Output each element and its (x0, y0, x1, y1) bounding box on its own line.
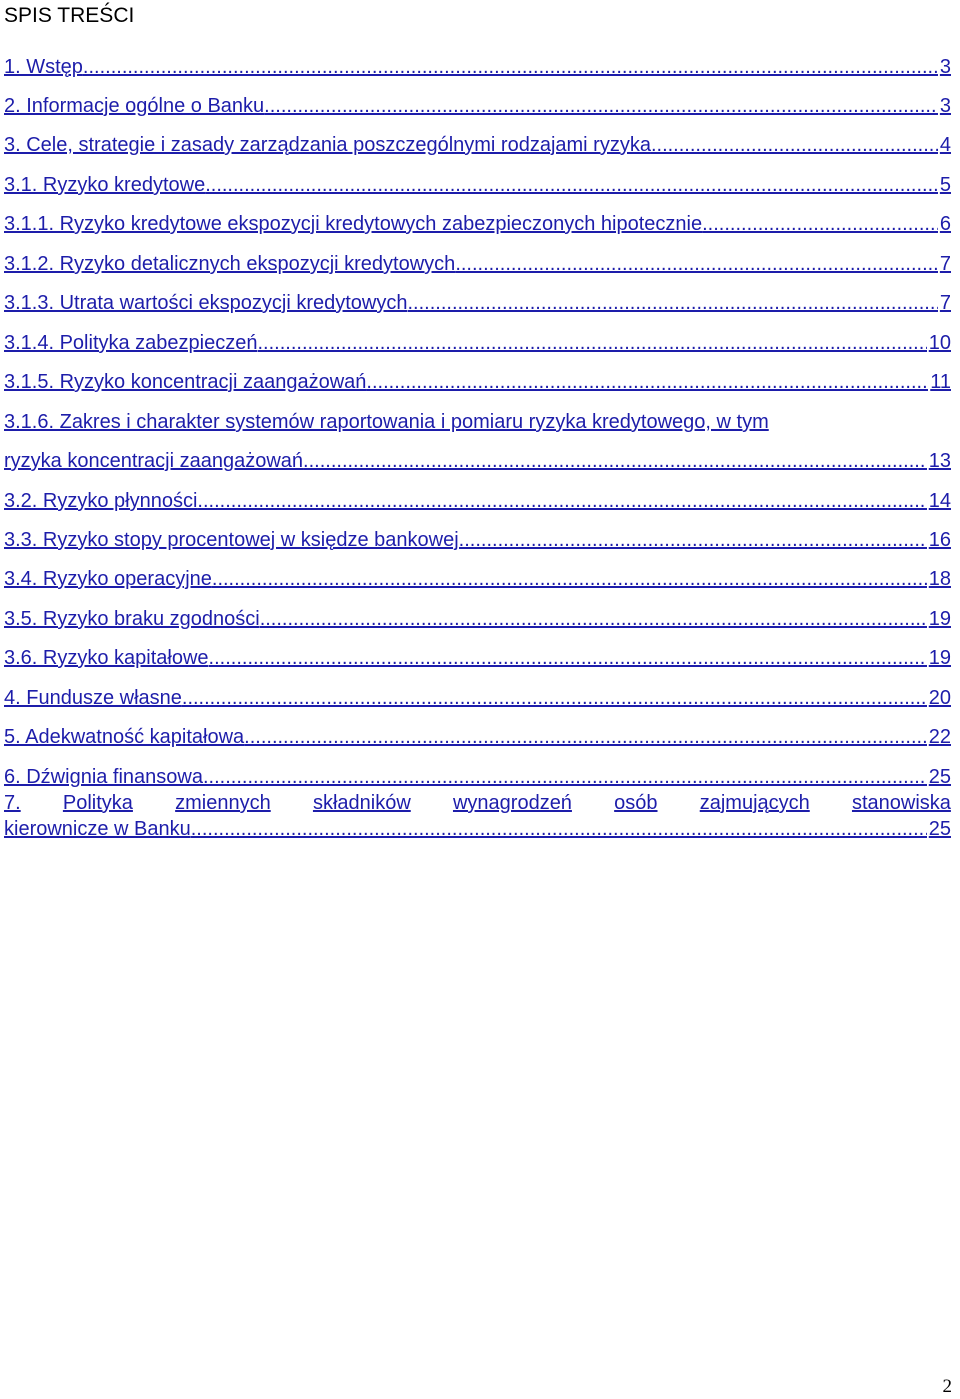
toc-leader (191, 818, 927, 841)
toc-entry-label: 3.1.5. Ryzyko koncentracji zaangażowań (4, 371, 367, 393)
toc-leader (258, 332, 927, 355)
toc-page-number: 19 (928, 647, 951, 669)
toc-entry-3-4[interactable] (4, 568, 951, 594)
toc-leader (366, 371, 928, 394)
toc-leader (209, 647, 927, 670)
toc-entry-label-line2: kierownicze w Banku (4, 818, 191, 840)
toc-page-number: 16 (928, 529, 951, 551)
toc-page-number: 3 (939, 95, 951, 117)
toc-entry-3-1-1[interactable] (4, 213, 951, 239)
toc-entry-label: 3.4. Ryzyko operacyjne (4, 568, 212, 590)
toc-entry-label: 3.3. Ryzyko stopy procentowej w księdze bankowej (4, 529, 459, 551)
toc-entry-3-3[interactable] (4, 529, 951, 555)
toc-page-number: 25 (928, 766, 951, 788)
toc-entry-label: 4. Fundusze własne (4, 687, 182, 709)
toc-entry-label: 3.1.1. Ryzyko kredytowe ekspozycji kredytowych zabezpieczonych hipotecznie (4, 213, 703, 235)
toc-page-number: 11 (930, 371, 951, 393)
toc-entry-3-1[interactable] (4, 174, 951, 200)
page-number: 2 (942, 1376, 952, 1397)
toc-word: składników (312, 792, 411, 814)
toc-entry-label: 1. Wstęp (4, 56, 83, 78)
toc-entry-3-5[interactable] (4, 608, 951, 634)
toc-leader (264, 95, 938, 118)
toc-page-number: 14 (928, 490, 951, 512)
toc-leader (197, 490, 926, 513)
toc-leader (83, 56, 938, 79)
toc-entry-3-1-5[interactable] (4, 371, 951, 397)
toc-entry-label: 3. Cele, strategie i zasady zarządzania poszczególnymi rodzajami ryzyka (4, 134, 651, 156)
toc-entry-label: 3.1.4. Polityka zabezpieczeń (4, 332, 258, 354)
toc-page-number: 22 (928, 726, 951, 748)
toc-entry-label-line1 (4, 792, 951, 818)
toc-entry-3-1-3[interactable] (4, 292, 951, 318)
toc-title: SPIS TREŚCI (4, 4, 135, 27)
toc-page-number: 5 (939, 174, 951, 196)
toc-leader (303, 450, 927, 473)
toc-entry-label: 5. Adekwatność kapitałowa (4, 726, 245, 748)
toc-word: stanowiska (851, 792, 951, 814)
toc-page-number: 13 (928, 450, 951, 472)
toc-entry-label: 3.1. Ryzyko kredytowe (4, 174, 206, 196)
toc-leader (212, 568, 927, 591)
toc-leader (455, 253, 938, 276)
toc-word: zmiennych (175, 792, 271, 814)
toc-entry-7[interactable] (4, 792, 951, 844)
toc-page-number: 18 (928, 568, 951, 590)
toc-entry-5[interactable] (4, 726, 951, 752)
toc-entry-label: 3.1.2. Ryzyko detalicznych ekspozycji kredytowych (4, 253, 456, 275)
toc-entry-label: 3.1.3. Utrata wartości ekspozycji kredytowych (4, 292, 408, 314)
toc-word: zajmujących (699, 792, 810, 814)
toc-leader (408, 292, 938, 315)
toc-page-number: 20 (928, 687, 951, 709)
toc-entry-wstep[interactable] (4, 56, 951, 82)
toc-page-number: 3 (939, 56, 951, 78)
toc-entry-cele[interactable] (4, 134, 951, 160)
toc-entry-3-1-6[interactable] (4, 411, 951, 476)
toc-entry-4[interactable] (4, 687, 951, 713)
toc-entry-label: 3.5. Ryzyko braku zgodności (4, 608, 260, 630)
toc-leader (651, 134, 938, 157)
toc-word: Polityka (62, 792, 133, 814)
toc-page-number: 7 (939, 292, 951, 314)
toc-entry-3-6[interactable] (4, 647, 951, 673)
toc-page-number: 25 (928, 818, 951, 840)
toc-entry-label-line2: ryzyka koncentracji zaangażowań (4, 450, 304, 472)
toc-leader (702, 213, 938, 236)
toc-leader (203, 766, 927, 789)
toc-leader (260, 608, 927, 631)
toc-entry-6[interactable] (4, 766, 951, 792)
toc-entry-label: 6. Dźwignia finansowa (4, 766, 203, 788)
toc-leader (459, 529, 927, 552)
toc-page-number: 19 (928, 608, 951, 630)
toc-entry-label-line1: 3.1.6. Zakres i charakter systemów raportowania i pomiaru ryzyka kredytowego, w tym (4, 411, 769, 433)
toc-page-number: 7 (939, 253, 951, 275)
toc-word: osób (614, 792, 658, 814)
toc-entry-3-1-2[interactable] (4, 253, 951, 279)
toc-page-number: 4 (939, 134, 951, 156)
toc-entry-label: 2. Informacje ogólne o Banku (4, 95, 265, 117)
toc-word: wynagrodzeń (452, 792, 572, 814)
toc-word: 7. (4, 792, 21, 814)
toc-leader (182, 687, 927, 710)
toc-entry-3-1-4[interactable] (4, 332, 951, 358)
toc-page-number: 10 (928, 332, 951, 354)
toc-entry-label: 3.6. Ryzyko kapitałowe (4, 647, 209, 669)
toc-leader (244, 726, 927, 749)
toc-entry-label: 3.2. Ryzyko płynności (4, 490, 198, 512)
toc-entry-3-2[interactable] (4, 490, 951, 516)
toc-entry-informacje[interactable] (4, 95, 951, 121)
toc-leader (205, 174, 938, 197)
toc-page-number: 6 (939, 213, 951, 235)
